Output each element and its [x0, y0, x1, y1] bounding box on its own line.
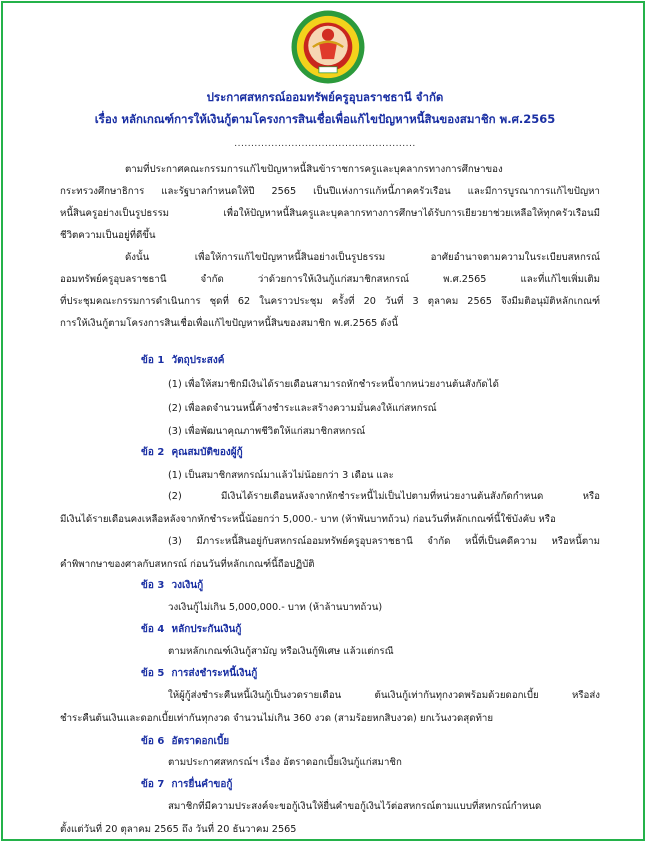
- section-2-item-3: [60, 530, 600, 576]
- section-title: หลักประกันเงินกู้: [171, 624, 242, 635]
- announcement-subject: เรื่อง หลักเกณฑ์การให้เงินกู้ตามโครงการสินเชื่อเพื่อแก้ไขปัญหาหนี้สินของสมาชิก พ.ศ.2565: [94, 112, 556, 126]
- section-1-item-1: (1) เพื่อให้สมาชิกมีเงินได้รายเดือนสามารถหักชำระหนี้จากหน่วยงานต้นสังกัดได้: [168, 379, 499, 390]
- section-1-item-2: (2) เพื่อลดจำนวนหนี้ค้างชำระและสร้างความมั่นคงให้แก่สหกรณ์: [168, 403, 437, 414]
- section-7-text-line: ตั้งแต่วันที่ 20 ตุลาคม 2565 ถึง วันที่ 20 ธันวาคม 2565: [60, 824, 297, 835]
- intro-paragraph-2: [60, 247, 600, 335]
- section-2-heading: [141, 445, 243, 461]
- section-number: ข้อ 3: [141, 580, 165, 591]
- section-5-text: [60, 684, 600, 730]
- document-page: [1, 1, 645, 841]
- section-number: ข้อ 7: [141, 779, 165, 790]
- section-number: ข้อ 5: [141, 668, 165, 679]
- section-2-item-3-line: (3) มีภาระหนี้สินอยู่กับสหกรณ์ออมทรัพย์ครูอุบลราชธานี จำกัด หนี้ที่เป็นคดีความ หรือหนี้ตาม: [168, 536, 600, 547]
- section-2-item-2-line: มีเงินได้รายเดือนคงเหลือหลังจากหักชำระหนี้น้อยกว่า 5,000.- บาท (ห้าพันบาทถ้วน) ก่อนวันที่หลักเกณฑ์นี้ใช้บังคับ หรือ: [60, 514, 556, 525]
- section-1-heading: [141, 353, 224, 369]
- section-2-item-2-line: (2) มีเงินได้รายเดือนหลังจากหักชำระหนี้ไม่เป็นไปตามที่หน่วยงานต้นสังกัดกำหนด หรือ: [168, 491, 600, 502]
- section-2-item-3-line: คำพิพากษาของศาลกับสหกรณ์ ก่อนวันที่หลักเกณฑ์นี้ถือปฏิบัติ: [60, 559, 315, 570]
- section-number: ข้อ 2: [141, 447, 165, 458]
- section-7-text-line: สมาชิกที่มีความประสงค์จะขอกู้เงินให้ยื่นคำขอกู้เงินไว้ต่อสหกรณ์ตามแบบที่สหกรณ์กำหนด: [168, 801, 542, 812]
- section-3-heading: [141, 578, 203, 594]
- section-2-item-2: [60, 485, 600, 531]
- section-title: คุณสมบัติของผู้กู้: [171, 447, 243, 458]
- intro-p1-line: ตามที่ประกาศคณะกรรมการแก้ไขปัญหาหนี้สินข้าราชการครูและบุคลากรทางการศึกษาของ: [125, 164, 503, 175]
- title-separator: ......................................................: [234, 139, 416, 149]
- intro-paragraph-1: [60, 159, 600, 247]
- section-7-text: [60, 795, 600, 841]
- intro-p2-line: ที่ประชุมคณะกรรมการดำเนินการ ชุดที่ 62 ในคราวประชุม ครั้งที่ 20 วันที่ 3 ตุลาคม 2565 จึงมีมติอนุมัติหลักเกณฑ์: [60, 296, 600, 307]
- announcement-title: ประกาศสหกรณ์ออมทรัพย์ครูอุบลราชธานี จำกัด: [206, 90, 444, 104]
- intro-p1-line: ชีวิตความเป็นอยู่ที่ดีขึ้น: [60, 230, 156, 241]
- intro-p1-line: กระทรวงศึกษาธิการ และรัฐบาลกำหนดให้ปี 2565 เป็นปีแห่งการแก้หนี้ภาคครัวเรือน และมีการบูรณาการแก้ไขปัญหา: [60, 186, 600, 197]
- intro-p2-line: ออมทรัพย์ครูอุบลราชธานี จำกัด ว่าด้วยการให้เงินกู้แก่สมาชิกสหกรณ์ พ.ศ.2565 และที่แก้ไขเพิ่มเติม: [60, 274, 600, 285]
- section-title: การส่งชำระหนี้เงินกู้: [171, 668, 258, 679]
- section-number: ข้อ 4: [141, 624, 165, 635]
- section-6-heading: [141, 734, 229, 750]
- section-title: วัตถุประสงค์: [171, 355, 225, 366]
- section-5-text-line: ให้ผู้กู้ส่งชำระคืนหนี้เงินกู้เป็นงวดรายเดือน ต้นเงินกู้เท่ากันทุกงวดพร้อมด้วยดอกเบี้ย หรือส่ง: [168, 690, 600, 701]
- intro-p2-line: การให้เงินกู้ตามโครงการสินเชื่อเพื่อแก้ไขปัญหาหนี้สินของสมาชิก พ.ศ.2565 ดังนี้: [60, 318, 399, 329]
- section-4-heading: [141, 622, 241, 638]
- section-title: วงเงินกู้: [171, 580, 204, 591]
- section-3-text: วงเงินกู้ไม่เกิน 5,000,000.- บาท (ห้าล้านบาทถ้วน): [168, 602, 383, 613]
- intro-p2-line: ดังนั้น เพื่อให้การแก้ไขปัญหาหนี้สินอย่างเป็นรูปธรรม อาศัยอำนาจตามความในระเบียบสหกรณ์: [125, 252, 600, 263]
- section-4-text: ตามหลักเกณฑ์เงินกู้สามัญ หรือเงินกู้พิเศษ แล้วแต่กรณี: [168, 646, 394, 657]
- section-6-text: ตามประกาศสหกรณ์ฯ เรื่อง อัตราดอกเบี้ยเงินกู้แก่สมาชิก: [168, 757, 402, 768]
- section-5-text-line: ชำระคืนต้นเงินและดอกเบี้ยเท่ากันทุกงวด จำนวนไม่เกิน 360 งวด (สามร้อยหกสิบงวด) ยกเว้นงวดสุดท้าย: [60, 713, 493, 724]
- section-title: อัตราดอกเบี้ย: [171, 736, 230, 747]
- section-2-item-1: (1) เป็นสมาชิกสหกรณ์มาแล้วไม่น้อยกว่า 3 เดือน และ: [168, 470, 394, 481]
- intro-p1-line: หนี้สินครูอย่างเป็นรูปธรรม เพื่อให้ปัญหาหนี้สินครูและบุคลากรทางการศึกษาได้รับการเยียวยาช่วยเหลือให้ทุกครัวเรือนมี: [60, 208, 600, 219]
- section-7-heading: [141, 777, 232, 793]
- section-title: การยื่นคำขอกู้: [171, 779, 233, 790]
- section-1-item-3: (3) เพื่อพัฒนาคุณภาพชีวิตให้แก่สมาชิกสหกรณ์: [168, 426, 366, 437]
- section-5-heading: [141, 666, 257, 682]
- cooperative-logo-icon: [290, 9, 366, 85]
- section-number: ข้อ 6: [141, 736, 165, 747]
- section-number: ข้อ 1: [141, 355, 165, 366]
